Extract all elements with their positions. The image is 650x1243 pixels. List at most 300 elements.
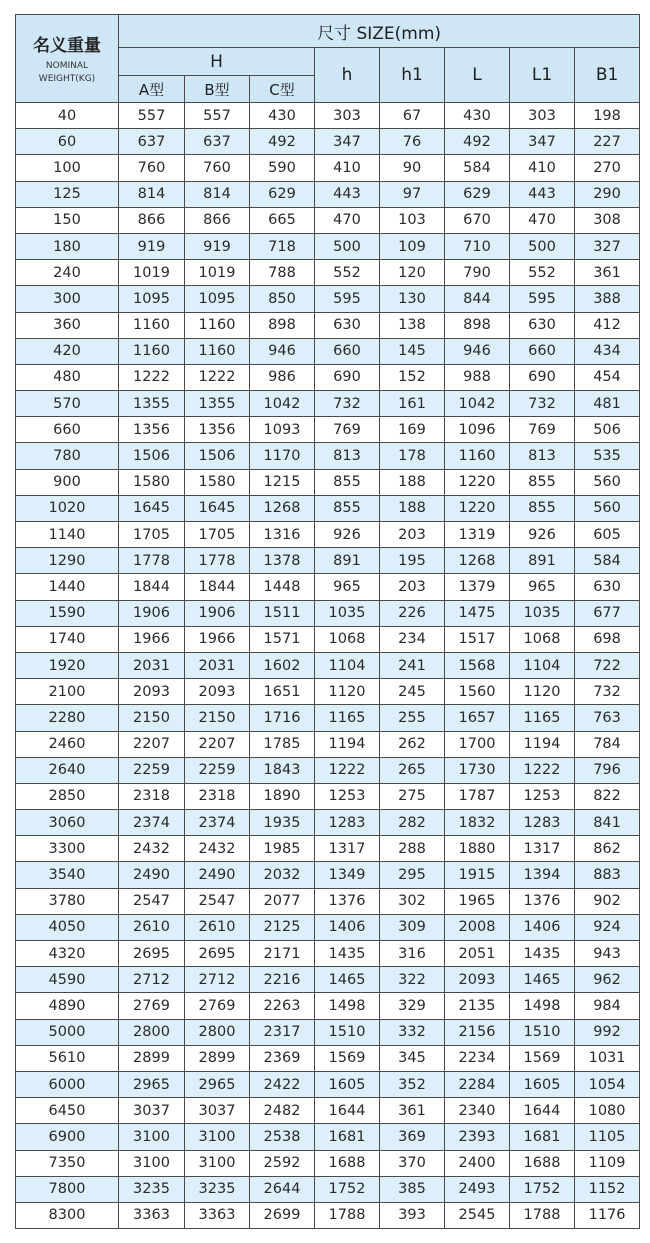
l1-cell: 1465 [510,967,575,993]
b1-cell: 1152 [575,1176,640,1202]
b1-cell: 227 [575,129,640,155]
l1-cell: 1194 [510,731,575,757]
l1-cell: 855 [510,469,575,495]
table-row [16,181,640,207]
l1-cell: 1605 [510,1071,575,1097]
h1-cell: 265 [380,757,445,783]
b-type-h-cell: 3100 [185,1124,250,1150]
l1-cell: 1394 [510,862,575,888]
table-row [16,548,640,574]
weight-cell: 7350 [16,1150,119,1176]
weight-cell: 4890 [16,993,119,1019]
table-row [16,836,640,862]
table-row [16,391,640,417]
b1-cell: 862 [575,836,640,862]
weight-header-en-2: WEIGHT(KG) [38,74,96,84]
h-cell: 855 [315,495,380,521]
h-cell: 1222 [315,757,380,783]
c-type-h-cell: 2125 [250,914,315,940]
h1-cell: 120 [380,260,445,286]
a-type-h-cell: 2547 [119,888,185,914]
h1-cell: 76 [380,129,445,155]
weight-cell: 780 [16,443,119,469]
h1-cell: 329 [380,993,445,1019]
weight-cell: 1920 [16,652,119,678]
table-row [16,888,640,914]
b1-cell: 1054 [575,1071,640,1097]
a-type-h-cell: 637 [119,129,185,155]
h-cell: 813 [315,443,380,469]
c-type-h-cell: 1843 [250,757,315,783]
l1-cell: 303 [510,103,575,129]
c-type-h-cell: 1093 [250,417,315,443]
table-row [16,338,640,364]
h1-cell: 188 [380,469,445,495]
weight-cell: 6900 [16,1124,119,1150]
weight-cell: 300 [16,286,119,312]
h1-cell: 97 [380,181,445,207]
h1-cell: 295 [380,862,445,888]
b-type-h-cell: 814 [185,181,250,207]
weight-cell: 180 [16,233,119,259]
b-type-h-cell: 1222 [185,364,250,390]
b-type-h-cell: 1906 [185,600,250,626]
b1-cell: 584 [575,548,640,574]
l-cell: 584 [445,155,510,181]
l1-cell: 1569 [510,1045,575,1071]
weight-cell: 2640 [16,757,119,783]
l1-cell: 769 [510,417,575,443]
b1-cell: 1080 [575,1098,640,1124]
b1-cell: 388 [575,286,640,312]
l-cell: 1700 [445,731,510,757]
table-row [16,312,640,338]
l1-cell: 855 [510,495,575,521]
a-type-h-cell: 1506 [119,443,185,469]
table-row [16,574,640,600]
weight-cell: 240 [16,260,119,286]
b1-cell: 698 [575,626,640,652]
l-cell: 430 [445,103,510,129]
l1-cell: 1681 [510,1124,575,1150]
l1-cell: 1120 [510,679,575,705]
b-type-h-cell: 2769 [185,993,250,1019]
b-type-h-cell: 2490 [185,862,250,888]
l1-cell: 347 [510,129,575,155]
table-row [16,652,640,678]
h-cell: 1253 [315,783,380,809]
h1-cell: 316 [380,941,445,967]
table-row [16,783,640,809]
table-row [16,862,640,888]
c-type-h-cell: 1042 [250,391,315,417]
l1-cell: 1253 [510,783,575,809]
a-type-h-cell: 1222 [119,364,185,390]
h1-cell: 345 [380,1045,445,1071]
l-cell: 1042 [445,391,510,417]
l1-cell: 965 [510,574,575,600]
b-type-h-cell: 1778 [185,548,250,574]
c-type-h-cell: 430 [250,103,315,129]
l-cell: 2008 [445,914,510,940]
a-type-h-cell: 760 [119,155,185,181]
h-cell: 410 [315,155,380,181]
h-cell: 552 [315,260,380,286]
a-type-h-cell: 1966 [119,626,185,652]
weight-cell: 6450 [16,1098,119,1124]
c-type-h-cell: 590 [250,155,315,181]
h1-cell: 109 [380,233,445,259]
h-cell: 1104 [315,652,380,678]
b-type-h-cell: 1506 [185,443,250,469]
b1-cell: 784 [575,731,640,757]
b-type-h-cell: 3235 [185,1176,250,1202]
h1-cell: 161 [380,391,445,417]
c-type-h-cell: 2592 [250,1150,315,1176]
h1-cell: 262 [380,731,445,757]
c-type-h-cell: 665 [250,207,315,233]
c-type-h-cell: 1215 [250,469,315,495]
a-type-h-cell: 1356 [119,417,185,443]
h-cell: 1605 [315,1071,380,1097]
weight-cell: 1590 [16,600,119,626]
table-row [16,1098,640,1124]
l-cell: 1880 [445,836,510,862]
a-type-h-cell: 1355 [119,391,185,417]
h1-cell: 178 [380,443,445,469]
b-type-h-cell: 2374 [185,810,250,836]
type-b-header: B型 [185,76,250,103]
c-type-h-cell: 2482 [250,1098,315,1124]
c-type-h-cell: 1571 [250,626,315,652]
h1-cell: 393 [380,1202,445,1228]
h1-cell: 188 [380,495,445,521]
l1-cell: 1376 [510,888,575,914]
b1-cell: 763 [575,705,640,731]
h1-cell: 369 [380,1124,445,1150]
l-cell: 1379 [445,574,510,600]
l-cell: 1915 [445,862,510,888]
b1-cell: 308 [575,207,640,233]
b1-cell: 481 [575,391,640,417]
h1-cell: 322 [380,967,445,993]
c-type-h-cell: 1935 [250,810,315,836]
table-row [16,469,640,495]
h1-cell: 152 [380,364,445,390]
a-type-h-cell: 1160 [119,338,185,364]
b1-cell: 796 [575,757,640,783]
table-row [16,626,640,652]
weight-cell: 3780 [16,888,119,914]
c-type-h-cell: 1651 [250,679,315,705]
b-type-h-cell: 1580 [185,469,250,495]
c-type-h-cell: 492 [250,129,315,155]
b-type-h-cell: 637 [185,129,250,155]
b-type-h-cell: 1019 [185,260,250,286]
l-cell: 2051 [445,941,510,967]
c-type-h-cell: 2263 [250,993,315,1019]
a-type-h-cell: 557 [119,103,185,129]
a-type-h-cell: 2800 [119,1019,185,1045]
a-type-h-cell: 1645 [119,495,185,521]
weight-cell: 125 [16,181,119,207]
table-row [16,679,640,705]
h1-cell: 255 [380,705,445,731]
weight-cell: 3300 [16,836,119,862]
table-row [16,967,640,993]
h1-cell: 145 [380,338,445,364]
l-cell: 1965 [445,888,510,914]
b1-cell: 732 [575,679,640,705]
l1-cell: 500 [510,233,575,259]
h-cell: 1035 [315,600,380,626]
a-type-h-cell: 3100 [119,1150,185,1176]
b1-cell: 412 [575,312,640,338]
b-type-h-cell: 2899 [185,1045,250,1071]
h-cell: 690 [315,364,380,390]
table-row [16,495,640,521]
h-group-header: H [119,48,315,76]
l-cell: 1568 [445,652,510,678]
weight-cell: 360 [16,312,119,338]
weight-cell: 660 [16,417,119,443]
b-type-h-cell: 3100 [185,1150,250,1176]
h-cell: 1283 [315,810,380,836]
l-cell: 670 [445,207,510,233]
h1-cell: 130 [380,286,445,312]
a-type-h-cell: 2965 [119,1071,185,1097]
h-cell: 1465 [315,967,380,993]
weight-cell: 3060 [16,810,119,836]
l-cell: 946 [445,338,510,364]
b1-cell: 902 [575,888,640,914]
h-cell: 595 [315,286,380,312]
c-type-h-cell: 718 [250,233,315,259]
l1-cell: 470 [510,207,575,233]
a-type-h-cell: 2093 [119,679,185,705]
h1-cell: 275 [380,783,445,809]
b-type-h-cell: 2800 [185,1019,250,1045]
table-row [16,914,640,940]
c-type-h-cell: 850 [250,286,315,312]
l1-cell: 813 [510,443,575,469]
h1-cell: 302 [380,888,445,914]
c-type-h-cell: 1890 [250,783,315,809]
table-row [16,103,640,129]
h-cell: 769 [315,417,380,443]
c-type-h-cell: 2644 [250,1176,315,1202]
c-type-h-cell: 986 [250,364,315,390]
a-type-h-cell: 1580 [119,469,185,495]
l-cell: 492 [445,129,510,155]
a-type-h-cell: 3037 [119,1098,185,1124]
weight-cell: 4320 [16,941,119,967]
b-type-h-cell: 1705 [185,522,250,548]
weight-cell: 900 [16,469,119,495]
l-cell: 2093 [445,967,510,993]
l1-cell: 1283 [510,810,575,836]
h-cell: 891 [315,548,380,574]
table-row [16,757,640,783]
size-header: 尺寸 SIZE(mm) [119,15,640,48]
h1-cell: 169 [380,417,445,443]
b1-cell: 943 [575,941,640,967]
l1-cell: 1068 [510,626,575,652]
weight-cell: 3540 [16,862,119,888]
h-cell: 1349 [315,862,380,888]
b-type-h-cell: 919 [185,233,250,259]
b-type-h-cell: 2547 [185,888,250,914]
b1-cell: 984 [575,993,640,1019]
b1-cell: 270 [575,155,640,181]
c-type-h-cell: 629 [250,181,315,207]
b1-cell: 361 [575,260,640,286]
l-cell: 1160 [445,443,510,469]
c-type-h-cell: 2032 [250,862,315,888]
c-type-h-cell: 2369 [250,1045,315,1071]
c-type-h-cell: 2422 [250,1071,315,1097]
h1-cell: 138 [380,312,445,338]
h-cell: 303 [315,103,380,129]
b1-cell: 992 [575,1019,640,1045]
c-type-h-cell: 2317 [250,1019,315,1045]
h-cell: 1510 [315,1019,380,1045]
a-type-h-cell: 1844 [119,574,185,600]
l1-cell: 630 [510,312,575,338]
table-row [16,941,640,967]
b-type-h-cell: 760 [185,155,250,181]
l1-cell: 443 [510,181,575,207]
l1-cell: 552 [510,260,575,286]
weight-cell: 8300 [16,1202,119,1228]
l1-cell: 732 [510,391,575,417]
c-type-h-cell: 1448 [250,574,315,600]
c-type-h-cell: 1985 [250,836,315,862]
b1-cell: 722 [575,652,640,678]
b-type-h-cell: 2093 [185,679,250,705]
b-type-h-cell: 2610 [185,914,250,940]
weight-cell: 5000 [16,1019,119,1045]
table-row [16,443,640,469]
h-cell: 1406 [315,914,380,940]
h-cell: 965 [315,574,380,600]
l-cell: 2156 [445,1019,510,1045]
l-cell: 2400 [445,1150,510,1176]
h1-cell: 309 [380,914,445,940]
table-row [16,260,640,286]
h-cell: 1688 [315,1150,380,1176]
table-row [16,1071,640,1097]
table-row [16,1176,640,1202]
h-cell: 1681 [315,1124,380,1150]
h-cell: 926 [315,522,380,548]
l-cell: 1832 [445,810,510,836]
l-cell: 1657 [445,705,510,731]
c-type-h-cell: 2171 [250,941,315,967]
b-type-h-cell: 2695 [185,941,250,967]
l1-cell: 1406 [510,914,575,940]
weight-cell: 100 [16,155,119,181]
a-type-h-cell: 2769 [119,993,185,1019]
l-cell: 898 [445,312,510,338]
b1-cell: 1176 [575,1202,640,1228]
weight-cell: 2850 [16,783,119,809]
l1-cell: 1788 [510,1202,575,1228]
b-type-h-cell: 1356 [185,417,250,443]
h1-cell: 385 [380,1176,445,1202]
h1-cell: 370 [380,1150,445,1176]
b1-cell: 677 [575,600,640,626]
weight-cell: 1290 [16,548,119,574]
l-cell: 1517 [445,626,510,652]
a-type-h-cell: 1095 [119,286,185,312]
table-header [16,15,640,103]
l-cell: 2284 [445,1071,510,1097]
weight-cell: 6000 [16,1071,119,1097]
table-row [16,364,640,390]
table-row [16,1124,640,1150]
l1-cell: 1644 [510,1098,575,1124]
weight-cell: 420 [16,338,119,364]
l1-cell: 595 [510,286,575,312]
b-type-h-cell: 3037 [185,1098,250,1124]
weight-cell: 2100 [16,679,119,705]
a-type-h-cell: 2490 [119,862,185,888]
l1-cell: 410 [510,155,575,181]
c-type-h-cell: 1785 [250,731,315,757]
l1-cell: 660 [510,338,575,364]
table-row [16,810,640,836]
b1-cell: 454 [575,364,640,390]
table-row [16,207,640,233]
c-type-h-cell: 2538 [250,1124,315,1150]
l1-cell: 1104 [510,652,575,678]
c-type-h-cell: 946 [250,338,315,364]
table-row [16,155,640,181]
c-type-h-cell: 1602 [250,652,315,678]
weight-cell: 2280 [16,705,119,731]
a-type-h-cell: 2695 [119,941,185,967]
table-row [16,1019,640,1045]
a-type-h-cell: 2712 [119,967,185,993]
table-row [16,1045,640,1071]
l-cell: 2340 [445,1098,510,1124]
a-type-h-cell: 1778 [119,548,185,574]
b-type-h-cell: 2150 [185,705,250,731]
c-type-h-cell: 788 [250,260,315,286]
a-type-h-cell: 3235 [119,1176,185,1202]
weight-cell: 1020 [16,495,119,521]
b-type-h-cell: 1966 [185,626,250,652]
b1-cell: 841 [575,810,640,836]
table-row [16,1202,640,1228]
l1-col-header: L1 [510,48,575,103]
l-cell: 988 [445,364,510,390]
h-cell: 1194 [315,731,380,757]
l-cell: 2135 [445,993,510,1019]
l-cell: 844 [445,286,510,312]
weight-cell: 480 [16,364,119,390]
table-body [16,103,640,1229]
b-type-h-cell: 557 [185,103,250,129]
b-type-h-cell: 2712 [185,967,250,993]
a-type-h-cell: 3100 [119,1124,185,1150]
h-cell: 1120 [315,679,380,705]
l-cell: 1220 [445,495,510,521]
weight-cell: 1740 [16,626,119,652]
table-row [16,600,640,626]
c-type-h-cell: 2216 [250,967,315,993]
